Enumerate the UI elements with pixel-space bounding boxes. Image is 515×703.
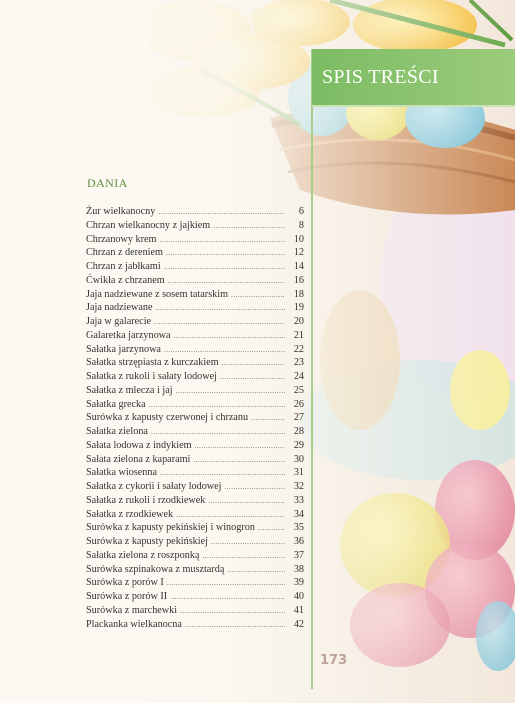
dot-leader	[149, 399, 285, 413]
toc-entry[interactable]	[86, 233, 304, 247]
page-number: 173	[320, 653, 348, 668]
toc-entry-title: Surówka z kapusty czerwonej i chrzanu	[86, 412, 249, 424]
toc-entry-title: Sałatka z rukoli i rzodkiewek	[86, 494, 206, 506]
toc-entry-page: 21	[293, 329, 304, 341]
toc-entry[interactable]	[86, 343, 304, 357]
toc-entry-page: 29	[293, 439, 304, 451]
toc-list	[86, 205, 304, 631]
dot-leader	[231, 289, 285, 303]
toc-entry-page: 12	[293, 247, 304, 259]
toc-entry[interactable]	[86, 466, 304, 480]
dot-leader	[158, 206, 285, 220]
dot-leader	[170, 591, 285, 605]
toc-entry-page: 10	[293, 233, 304, 245]
dot-leader	[222, 357, 285, 371]
toc-entry-title: Sałatka jarzynowa	[86, 343, 161, 355]
toc-entry[interactable]	[86, 453, 304, 467]
toc-entry-title: Chrzanowy krem	[86, 233, 157, 245]
toc-entry[interactable]	[86, 288, 304, 302]
toc-entry[interactable]	[86, 508, 304, 522]
toc-entry-title: Sałatka grecka	[86, 398, 146, 410]
toc-entry[interactable]	[86, 384, 304, 398]
toc-entry-page: 23	[293, 357, 304, 369]
toc-entry-page: 33	[293, 494, 304, 506]
toc-entry[interactable]	[86, 563, 304, 577]
dot-leader	[220, 371, 285, 385]
toc-entry-page: 37	[293, 549, 304, 561]
toc-entry-title: Jaja nadziewane	[86, 302, 153, 314]
dot-leader	[155, 302, 285, 316]
toc-entry-page: 20	[293, 316, 304, 327]
toc-entry[interactable]	[86, 315, 304, 329]
toc-entry-title: Jaja nadziewane z sosem tatarskim	[86, 288, 229, 300]
toc-entry[interactable]	[86, 521, 304, 535]
dot-leader	[168, 275, 285, 289]
toc-entry-title: Surówka szpinakowa z musztardą	[86, 563, 225, 575]
toc-entry[interactable]	[86, 411, 304, 425]
toc-entry-title: Surówka z marchewki	[86, 604, 178, 616]
toc-entry-title: Żur wielkanocny	[86, 206, 156, 217]
toc-entry[interactable]	[86, 425, 304, 439]
toc-entry-page: 35	[293, 522, 304, 534]
toc-entry[interactable]	[86, 246, 304, 260]
toc-entry[interactable]	[86, 219, 304, 233]
toc-entry-title: Sałatka z cykorii i sałaty lodowej	[86, 481, 222, 492]
toc-entry[interactable]	[86, 260, 304, 274]
dot-leader	[151, 426, 285, 440]
toc-entry-title: Sałatka zielona z roszponką	[86, 549, 200, 561]
toc-entry-title: Chrzan z dereniem	[86, 247, 163, 259]
toc-banner-title: SPIS TREŚCI	[322, 65, 439, 88]
toc-entry[interactable]	[86, 274, 304, 288]
toc-entry[interactable]	[86, 576, 304, 590]
toc-entry-page: 31	[293, 467, 304, 479]
dot-leader	[225, 481, 285, 495]
toc-entry-title: Galaretka jarzynowa	[86, 329, 171, 341]
toc-entry-page: 36	[293, 536, 304, 547]
toc-entry[interactable]	[86, 398, 304, 412]
dot-leader	[180, 605, 285, 619]
toc-entry-title: Chrzan z jabłkami	[86, 261, 161, 272]
dot-leader	[166, 247, 285, 261]
dot-leader	[159, 234, 285, 248]
toc-entry-title: Sałatka zielona	[86, 426, 148, 437]
toc-entry-page: 28	[293, 426, 304, 437]
toc-entry[interactable]	[86, 549, 304, 563]
toc-entry[interactable]	[86, 618, 304, 632]
toc-entry-title: Surówka z porów I	[86, 577, 164, 589]
toc-entry-title: Surówka z kapusty pekińskiej i winogron	[86, 522, 255, 534]
dot-leader	[164, 261, 285, 275]
toc-entry[interactable]	[86, 480, 304, 494]
dot-leader	[193, 454, 285, 468]
toc-entry-title: Chrzan wielkanocny z jajkiem	[86, 219, 211, 231]
toc-entry-title: Sałata zielona z kaparami	[86, 453, 191, 465]
toc-entry-page: 6	[298, 206, 304, 217]
toc-entry-page: 40	[293, 591, 304, 602]
dot-leader	[176, 509, 285, 523]
dot-leader	[154, 316, 285, 330]
dot-leader	[195, 440, 285, 454]
dot-leader	[213, 220, 285, 234]
toc-entry[interactable]	[86, 205, 304, 219]
toc-entry-page: 18	[293, 288, 304, 300]
dot-leader	[251, 412, 285, 426]
toc-entry-page: 27	[293, 412, 304, 424]
toc-entry-page: 14	[293, 261, 304, 272]
toc-entry-page: 32	[293, 481, 304, 492]
toc-entry-title: Sałatka z mlecza i jaj	[86, 384, 173, 396]
section-title: DANIA	[87, 176, 128, 190]
toc-entry[interactable]	[86, 301, 304, 315]
toc-entry[interactable]	[86, 535, 304, 549]
toc-entry-page: 25	[293, 384, 304, 396]
dot-leader	[202, 550, 285, 564]
dot-leader	[185, 619, 285, 633]
toc-entry[interactable]	[86, 370, 304, 384]
toc-entry-title: Sałata lodowa z indykiem	[86, 439, 192, 451]
toc-entry[interactable]	[86, 329, 304, 343]
toc-entry[interactable]	[86, 439, 304, 453]
banner-edge	[312, 105, 515, 107]
toc-entry-page: 42	[293, 618, 304, 630]
toc-entry-page: 8	[298, 219, 304, 231]
toc-entry-title: Sałatka z rukoli i sałaty lodowej	[86, 371, 217, 382]
banner-vertical-rule	[311, 49, 313, 689]
toc-entry-page: 39	[293, 577, 304, 589]
dot-leader	[160, 467, 285, 481]
toc-entry-page: 38	[293, 563, 304, 575]
dot-leader	[208, 495, 285, 509]
toc-entry-page: 34	[293, 508, 304, 520]
toc-entry-title: Plackanka wielkanocna	[86, 618, 182, 630]
dot-leader	[164, 344, 285, 358]
dot-leader	[174, 330, 285, 344]
dot-leader	[167, 577, 285, 591]
toc-entry-title: Jaja w galarecie	[86, 316, 152, 327]
toc-entry[interactable]	[86, 494, 304, 508]
toc-entry-title: Sałatka z rzodkiewek	[86, 508, 174, 520]
toc-entry-page: 30	[293, 453, 304, 465]
toc-entry[interactable]	[86, 590, 304, 604]
dot-leader	[211, 536, 285, 550]
dot-leader	[176, 385, 285, 399]
dot-leader	[227, 564, 285, 578]
toc-entry-title: Surówka z porów II	[86, 591, 168, 602]
dot-leader	[258, 522, 285, 536]
toc-entry-page: 16	[293, 274, 304, 286]
toc-banner	[312, 49, 515, 105]
toc-entry-page: 41	[293, 604, 304, 616]
toc-entry-page: 19	[293, 302, 304, 314]
toc-entry-title: Sałatka strzępiasta z kurczakiem	[86, 357, 219, 369]
toc-entry-title: Sałatka wiosenna	[86, 467, 158, 479]
toc-entry-page: 24	[293, 371, 304, 382]
toc-entry-title: Surówka z kapusty pekińskiej	[86, 536, 208, 547]
toc-entry-page: 26	[293, 398, 304, 410]
toc-entry-title: Ćwikła z chrzanem	[86, 274, 165, 286]
toc-entry[interactable]	[86, 604, 304, 618]
toc-entry-page: 22	[293, 343, 304, 355]
toc-entry[interactable]	[86, 356, 304, 370]
